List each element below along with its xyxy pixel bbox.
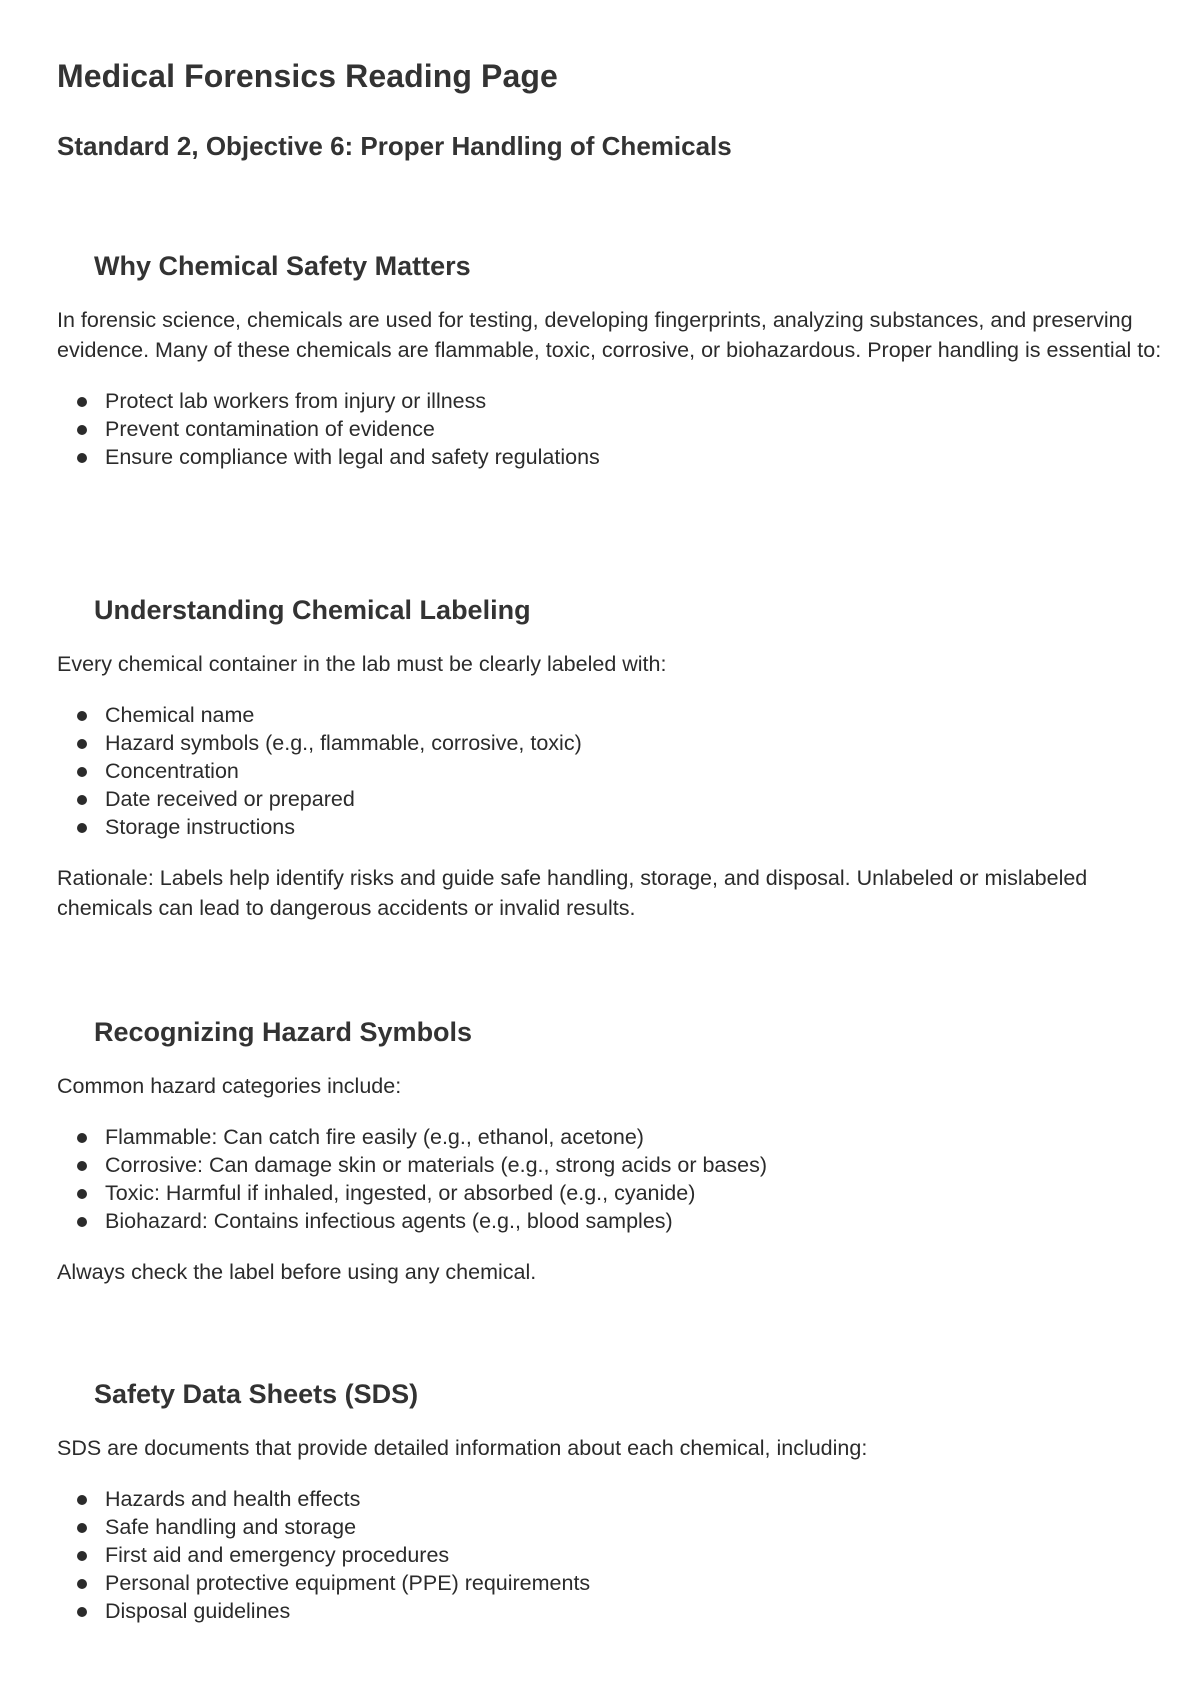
section-heading: Recognizing Hazard Symbols bbox=[94, 1017, 473, 1047]
section-why-chemical-safety bbox=[57, 248, 1167, 471]
list-item-text: Ensure compliance with legal and safety regulations bbox=[105, 445, 600, 469]
bullet-icon bbox=[77, 453, 87, 463]
list-item-text: First aid and emergency procedures bbox=[105, 1543, 450, 1567]
bullet-icon bbox=[77, 823, 87, 833]
bullet-icon bbox=[77, 1133, 87, 1143]
section-note: Always check the label before using any chemical. bbox=[57, 1260, 537, 1284]
bullet-icon bbox=[77, 1217, 87, 1227]
bullet-icon bbox=[77, 1607, 87, 1617]
list-item bbox=[57, 813, 1167, 841]
page-subtitle: Standard 2, Objective 6: Proper Handling of Chemicals bbox=[57, 131, 732, 161]
bullet-icon bbox=[77, 711, 87, 721]
list-item-text: Protect lab workers from injury or illness bbox=[105, 389, 487, 413]
section-rationale: Rationale: Labels help identify risks and guide safe handling, storage, and disposal. Unlabeled or mislabeled chemicals can lead to dangerous accidents or invalid results. bbox=[57, 866, 1088, 920]
bullet-icon bbox=[77, 1523, 87, 1533]
bullet-icon bbox=[77, 1495, 87, 1505]
list-item bbox=[57, 387, 1167, 415]
section-safety-data-sheets bbox=[57, 1376, 1167, 1625]
bullet-icon bbox=[77, 1161, 87, 1171]
list-item-text: Prevent contamination of evidence bbox=[105, 417, 435, 441]
section-chemical-labeling bbox=[57, 592, 1167, 923]
list-item-text: Biohazard: Contains infectious agents (e.g., blood samples) bbox=[105, 1209, 673, 1233]
list-item bbox=[57, 1179, 1167, 1207]
section-intro: Common hazard categories include: bbox=[57, 1074, 402, 1098]
list-item-text: Disposal guidelines bbox=[105, 1599, 291, 1623]
bullet-icon bbox=[77, 767, 87, 777]
list-item bbox=[57, 1123, 1167, 1151]
list-item-text: Hazards and health effects bbox=[105, 1487, 361, 1511]
list-item-text: Date received or prepared bbox=[105, 787, 355, 811]
bullet-icon bbox=[77, 795, 87, 805]
list-item-text: Concentration bbox=[105, 759, 239, 783]
bullet-icon bbox=[77, 739, 87, 749]
list-item bbox=[57, 1513, 1167, 1541]
list-item-text: Flammable: Can catch fire easily (e.g., ethanol, acetone) bbox=[105, 1125, 644, 1149]
list-item bbox=[57, 1597, 1167, 1625]
bullet-list bbox=[57, 1123, 1167, 1235]
bullet-icon bbox=[77, 1189, 87, 1199]
list-item bbox=[57, 1485, 1167, 1513]
bullet-list bbox=[57, 387, 1167, 471]
section-intro: In forensic science, chemicals are used for testing, developing fingerprints, analyzing substances, and preserving evidence. Many of these chemicals are flammable, toxic, corrosive, or biohazardous. Proper handling is essential to: bbox=[57, 308, 1162, 362]
list-item bbox=[57, 1207, 1167, 1235]
list-item bbox=[57, 1569, 1167, 1597]
list-item bbox=[57, 1151, 1167, 1179]
list-item bbox=[57, 415, 1167, 443]
list-item-text: Toxic: Harmful if inhaled, ingested, or absorbed (e.g., cyanide) bbox=[105, 1181, 696, 1205]
section-heading: Understanding Chemical Labeling bbox=[94, 595, 531, 625]
bullet-list bbox=[57, 701, 1167, 841]
section-intro: SDS are documents that provide detailed information about each chemical, including: bbox=[57, 1436, 868, 1460]
list-item-text: Hazard symbols (e.g., flammable, corrosive, toxic) bbox=[105, 731, 582, 755]
list-item bbox=[57, 729, 1167, 757]
list-item-text: Chemical name bbox=[105, 703, 255, 727]
list-item bbox=[57, 1541, 1167, 1569]
list-item-text: Storage instructions bbox=[105, 815, 296, 839]
section-heading: Why Chemical Safety Matters bbox=[94, 251, 471, 281]
list-item bbox=[57, 701, 1167, 729]
bullet-list bbox=[57, 1485, 1167, 1625]
page-title: Medical Forensics Reading Page bbox=[57, 58, 558, 94]
list-item bbox=[57, 443, 1167, 471]
section-intro: Every chemical container in the lab must be clearly labeled with: bbox=[57, 652, 667, 676]
list-item-text: Personal protective equipment (PPE) requirements bbox=[105, 1571, 591, 1595]
bullet-icon bbox=[77, 1579, 87, 1589]
bullet-icon bbox=[77, 425, 87, 435]
section-heading: Safety Data Sheets (SDS) bbox=[94, 1379, 419, 1409]
section-hazard-symbols bbox=[57, 1014, 1167, 1287]
list-item bbox=[57, 785, 1167, 813]
bullet-icon bbox=[77, 397, 87, 407]
list-item-text: Corrosive: Can damage skin or materials (e.g., strong acids or bases) bbox=[105, 1153, 767, 1177]
list-item bbox=[57, 757, 1167, 785]
list-item-text: Safe handling and storage bbox=[105, 1515, 357, 1539]
bullet-icon bbox=[77, 1551, 87, 1561]
